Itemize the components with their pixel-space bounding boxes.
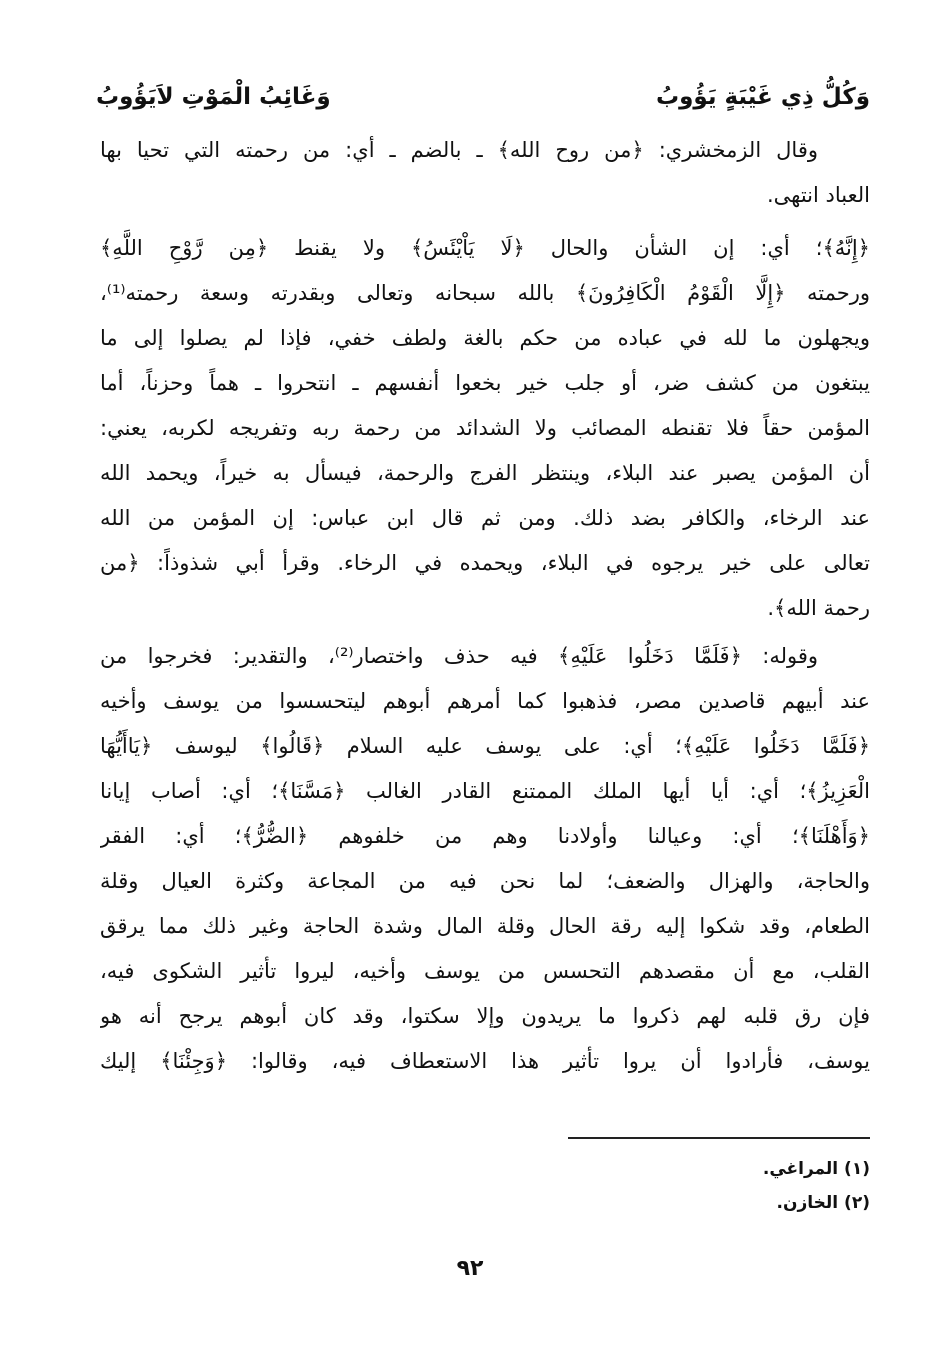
text-line: وقوله: ﴿فَلَمَّا دَخَلُوا عَلَيْهِ﴾ فيه حذف واختصار⁽²⁾، والتقدير: فخرجوا من xyxy=(100,644,819,668)
text-line: يبتغون من كشف ضر، أو جلب خير بخعوا أنفسهم ـ انتحروا ـ هماً وحزناً، أما xyxy=(100,371,870,395)
paragraph-zamakhshari xyxy=(100,128,870,218)
text-line: ﴿وَأَهْلَنَا﴾؛ أي: وعيالنا وأولادنا وهم من خلفوهم ﴿الضُّرُّ﴾؛ أي: الفقر xyxy=(100,824,870,848)
page-number: ٩٢ xyxy=(456,1256,484,1281)
text-line: ﴿إِنَّهُ﴾؛ أي: إن الشأن والحال ﴿لَا يَاْيْئَسُ﴾ ولا يقنط ﴿مِن رَّوْحِ اللَّهِ﴾ xyxy=(100,236,870,260)
text-line: الطعام، وقد شكوا إليه رقة الحال وقلة المال وشدة الحاجة وغير ذلك مما يرقق xyxy=(100,914,870,938)
text-line: رحمة الله﴾. xyxy=(767,596,870,620)
text-line: الْعَزِيزُ﴾؛ أي: أيا أيها الملك الممتنع القادر الغالب ﴿مَسَّنَا﴾؛ أي: أصاب إيانا xyxy=(100,779,870,803)
verse-left-hemistich: وَغَائِبُ الْمَوْتِ لاَيَؤُوبُ xyxy=(96,84,331,110)
text-line: تعالى على خير يرجوه في البلاء، ويحمده في الرخاء. وقرأ أبي شذوذاً: ﴿من xyxy=(100,551,870,575)
text-line: عند الرخاء، والكافر بضد ذلك. ومن ثم قال ابن عباس: إن المؤمن من الله xyxy=(100,506,870,530)
text-line: ﴿فَلَمَّا دَخَلُوا عَلَيْهِ﴾؛ أي: على يوسف عليه السلام ﴿قَالُوا﴾ ليوسف ﴿يَاأَيُّهَا xyxy=(100,734,870,758)
verse-right-hemistich: وَكُلُّ ذِي غَيْبَةٍ يَؤُوبُ xyxy=(655,84,870,110)
text-line: فإن رق قلبه لهم ذكروا ما يريدون وإلا سكتوا، وقد كان أبوهم يرجح أنه هو xyxy=(100,1004,870,1028)
text-line: والحاجة، والهزال والضعف؛ لما نحن فيه من المجاعة وكثرة العيال وقلة xyxy=(100,869,870,893)
paragraph-verse-commentary xyxy=(100,634,870,1084)
text-line: المؤمن حقاً فلا تقنطه المصائب ولا الشدائد من رحمة ربه وتفريجه لكربه، يعني: xyxy=(100,416,870,440)
poetry-verse xyxy=(96,72,870,122)
paragraph-interpretation xyxy=(100,226,870,631)
text-line: ويجهلون ما لله في عباده من حكم بالغة ولطف خفي، فإذا لم يصلوا إلى ما xyxy=(100,326,870,350)
footnote-2: (٢) الخازن. xyxy=(776,1193,870,1213)
footnotes xyxy=(100,1152,870,1220)
text-line: ورحمته ﴿إِلَّا الْقَوْمُ الْكَافِرُونَ﴾ بالله سبحانه وتعالى وبقدرته وسعة رحمته⁽¹⁾، xyxy=(100,281,870,305)
footnote-1: (١) المراغي. xyxy=(762,1159,870,1179)
text-line: القلب، مع أن مقصدهم التحسس من يوسف وأخيه، ليروا تأثير الشكوى فيه، xyxy=(100,959,870,983)
footnote-separator xyxy=(568,1137,870,1139)
text-line: العباد انتهى. xyxy=(766,183,870,207)
text-line: وقال الزمخشري: ﴿من روح الله﴾ ـ بالضم ـ أي: من رحمته التي تحيا بها xyxy=(100,138,818,162)
text-line: عند أبيهم قاصدين مصر، فذهبوا كما أمرهم أبوهم ليتحسسوا من يوسف وأخيه xyxy=(100,689,870,713)
text-line: يوسف، فأرادوا أن يروا تأثير هذا الاستعطاف فيه، وقالوا: ﴿وَجِئْنَا﴾ إليك xyxy=(100,1049,870,1073)
text-line: أن المؤمن يصبر عند البلاء، وينتظر الفرج والرحمة، فيسأل به خيراً، ويحمد الله xyxy=(100,461,870,485)
